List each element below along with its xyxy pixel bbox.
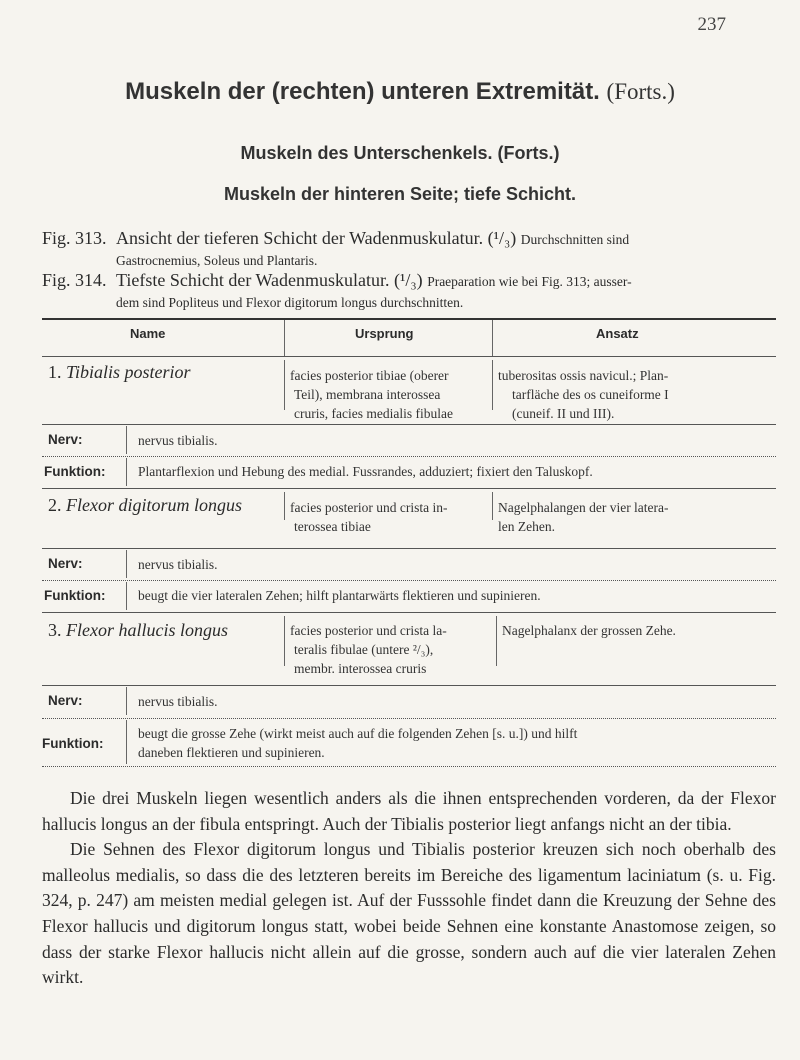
column-header-origin: Ursprung xyxy=(355,326,414,341)
muscle-name-text: Flexor digitorum longus xyxy=(66,495,242,515)
figure-caption-text: Tiefste Schicht der Wadenmuskulatur. (¹/₃) xyxy=(116,270,423,290)
row-rule xyxy=(42,685,776,686)
page-title xyxy=(0,78,800,106)
origin-line: cruris, facies medialis fibulae xyxy=(294,406,453,421)
nerve-label: Nerv: xyxy=(48,556,83,571)
figure-caption-text: Ansicht der tieferen Schicht der Wadenmuskulatur. (¹/₃) xyxy=(116,228,517,248)
label-divider xyxy=(126,458,127,486)
function-value: beugt die vier lateralen Zehen; hilft plantarwärts flektieren und supinieren. xyxy=(138,588,541,603)
column-divider xyxy=(284,616,285,666)
insertion-line: len Zehen. xyxy=(498,519,555,534)
figure-label: Fig. 314. xyxy=(42,270,107,290)
function-value: Plantarflexion und Hebung des medial. Fussrandes, adduziert; fixiert den Taluskopf. xyxy=(138,464,593,479)
paragraph: Die drei Muskeln liegen wesentlich anders als die ihnen entsprechenden vorderen, da der Flexor hallucis longus an der fibula entspringt. Auch der Tibialis posterior liegt anfangs nicht an der tibia. xyxy=(42,788,776,834)
origin-line: terossea tibiae xyxy=(294,519,371,534)
row-rule xyxy=(42,424,776,425)
function-value xyxy=(138,724,770,762)
origin-line: facies posterior tibiae (oberer xyxy=(290,368,449,383)
row-rule xyxy=(42,456,776,457)
origin-cell xyxy=(290,366,453,423)
column-divider xyxy=(492,320,493,356)
label-divider xyxy=(126,550,127,578)
muscle-number: 1. xyxy=(48,362,62,382)
nerve-value: nervus tibialis. xyxy=(138,694,218,709)
figure-note-continued: Gastrocnemius, Soleus und Plantaris. xyxy=(116,253,318,268)
insertion-cell xyxy=(498,366,669,423)
function-line: daneben flektieren und supinieren. xyxy=(138,745,325,760)
figure-note: Durchschnitten sind xyxy=(520,232,630,247)
origin-cell xyxy=(290,621,447,678)
table-bottom-rule xyxy=(42,766,776,767)
body-text xyxy=(42,786,776,991)
row-rule xyxy=(42,718,776,719)
subtitle: Muskeln des Unterschenkels. (Forts.) xyxy=(240,143,560,163)
muscle-number: 2. xyxy=(48,495,62,515)
column-divider xyxy=(284,360,285,410)
page-number: 237 xyxy=(697,14,726,35)
nerve-value: nervus tibialis. xyxy=(138,557,218,572)
insertion-line: tuberositas ossis navicul.; Plan- xyxy=(498,368,669,383)
column-divider xyxy=(284,320,285,356)
insertion-cell xyxy=(502,621,676,640)
insertion-line: Nagelphalangen der vier latera- xyxy=(498,500,669,515)
label-divider xyxy=(126,687,127,715)
origin-cell xyxy=(290,498,447,536)
muscle-name xyxy=(48,362,191,383)
column-divider xyxy=(492,360,493,410)
nerve-label: Nerv: xyxy=(48,432,83,447)
row-rule xyxy=(42,488,776,489)
row-rule xyxy=(42,612,776,613)
label-divider xyxy=(126,426,127,454)
title-main: Muskeln der (rechten) unteren Extremität. xyxy=(125,78,600,105)
column-divider xyxy=(284,492,285,520)
muscle-number: 3. xyxy=(48,620,62,640)
column-divider xyxy=(492,492,493,520)
section-heading: Muskeln der hinteren Seite; tiefe Schicht. xyxy=(223,184,577,204)
header-rule xyxy=(42,356,776,357)
figure-note-continued: dem sind Popliteus und Flexor digitorum longus durchschnitten. xyxy=(116,295,464,310)
nerve-value: nervus tibialis. xyxy=(138,433,218,448)
function-label: Funktion: xyxy=(44,588,106,603)
origin-line: membr. interossea cruris xyxy=(294,661,427,676)
label-divider xyxy=(126,582,127,610)
figure-note: Praeparation wie bei Fig. 313; ausser- xyxy=(427,274,632,289)
column-divider xyxy=(496,616,497,666)
muscle-name-text: Tibialis posterior xyxy=(66,362,191,382)
insertion-line: tarfläche des os cuneiforme I xyxy=(512,387,669,402)
origin-line: facies posterior und crista la- xyxy=(290,623,447,638)
origin-line: teralis fibulae (untere ²/₃), xyxy=(294,642,434,657)
insertion-cell xyxy=(498,498,669,536)
function-line: beugt die grosse Zehe (wirkt meist auch auf die folgenden Zehen [s. u.]) und hilft xyxy=(138,726,578,741)
row-rule xyxy=(42,580,776,581)
muscle-name-text: Flexor hallucis longus xyxy=(66,620,228,640)
figure-label: Fig. 313. xyxy=(42,228,107,248)
paragraph: Die Sehnen des Flexor digitorum longus und Tibialis posterior kreuzen sich noch oberhalb des malleolus medialis, so dass die des letzteren bereits im Bereiche des ligamentum laciniatum (s. u. Fig. 324, p. 247) am meisten medial gelegen ist. Auf der Fusssohle findet dann die Kreuzung der Sehne des Flexor hallucis und digitorum longus statt, wobei beide Sehnen eine konstante Anastomose zeigen, so dass der starke Flexor hallucis nicht allein auf die grosse, sondern auch auf die vier lateralen Zehen wirkt. xyxy=(42,839,776,988)
label-divider xyxy=(126,720,127,764)
function-label: Funktion: xyxy=(44,464,106,479)
origin-line: facies posterior und crista in- xyxy=(290,500,448,515)
row-rule xyxy=(42,548,776,549)
function-label: Funktion: xyxy=(42,736,104,751)
title-forts: (Forts.) xyxy=(606,79,675,104)
insertion-line: (cuneif. II und III). xyxy=(512,406,615,421)
column-header-name: Name xyxy=(130,326,166,341)
column-header-insertion: Ansatz xyxy=(596,326,639,341)
table-top-rule xyxy=(42,318,776,320)
nerve-label: Nerv: xyxy=(48,693,83,708)
origin-line: Teil), membrana interossea xyxy=(294,387,441,402)
muscle-name xyxy=(48,495,242,516)
muscle-name xyxy=(48,620,228,641)
insertion-line: Nagelphalanx der grossen Zehe. xyxy=(502,623,676,638)
